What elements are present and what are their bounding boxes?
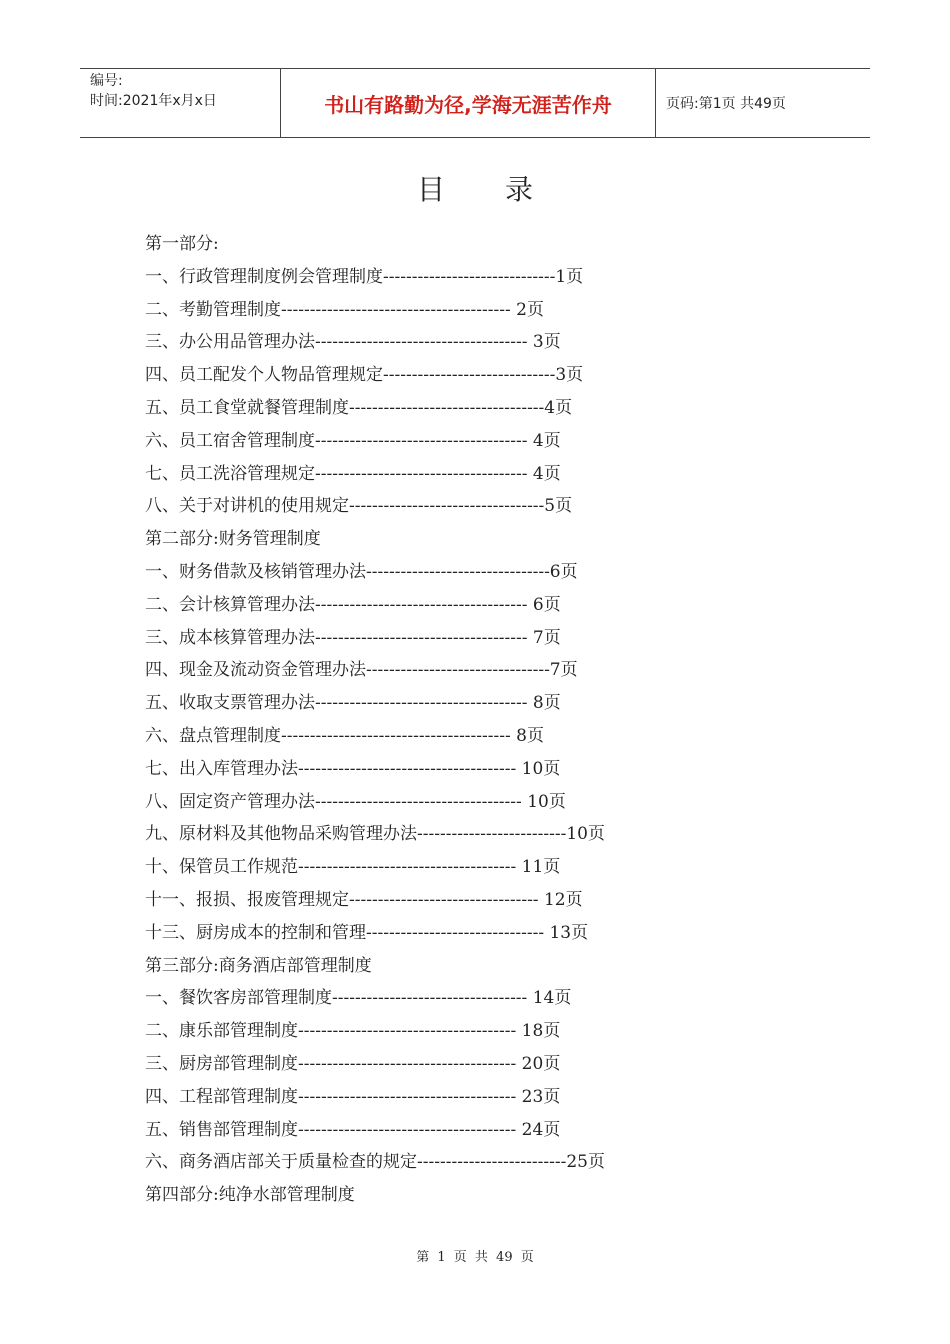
- toc-entry: 四、工程部管理制度-------------------------------------- 23页: [145, 1086, 561, 1107]
- toc-entry: 一、财务借款及核销管理办法--------------------------------6页: [145, 561, 578, 582]
- toc-entry: 第三部分:商务酒店部管理制度: [145, 955, 372, 976]
- toc-entry: 三、成本核算管理办法------------------------------------- 7页: [145, 627, 561, 648]
- toc-entry: 四、现金及流动资金管理办法--------------------------------7页: [145, 660, 578, 681]
- toc-entry: 十、保管员工作规范-------------------------------------- 11页: [145, 857, 561, 878]
- toc-entry: 第二部分:财务管理制度: [145, 529, 321, 550]
- header-page-info: 页码:第1页 共49页: [666, 96, 786, 112]
- toc-entry: 七、出入库管理办法-------------------------------------- 10页: [145, 758, 561, 779]
- toc-entry: 三、办公用品管理办法------------------------------------- 3页: [145, 332, 561, 353]
- toc-entry: 二、康乐部管理制度-------------------------------------- 18页: [145, 1021, 561, 1042]
- header-motto: 书山有路勤为径,学海无涯苦作舟: [280, 69, 656, 137]
- page-header: [80, 68, 870, 138]
- document-title: 目录: [416, 173, 593, 206]
- toc-entry: 五、销售部管理制度-------------------------------------- 24页: [145, 1119, 561, 1140]
- toc-entry: 八、关于对讲机的使用规定----------------------------------5页: [145, 496, 573, 517]
- toc-entry: 七、员工洗浴管理规定------------------------------------- 4页: [145, 463, 561, 484]
- toc-entry: 六、商务酒店部关于质量检查的规定--------------------------25页: [145, 1152, 605, 1173]
- toc-entry: 第四部分:纯净水部管理制度: [145, 1185, 355, 1206]
- toc-entry: 二、考勤管理制度---------------------------------------- 2页: [145, 299, 544, 320]
- toc-entry: 六、盘点管理制度---------------------------------------- 8页: [145, 725, 544, 746]
- page-footer: 第 1 页 共 49 页: [416, 1250, 534, 1265]
- toc-entry: 一、餐饮客房部管理制度---------------------------------- 14页: [145, 988, 572, 1009]
- toc-entry: 第一部分:: [145, 234, 219, 254]
- toc-entry: 五、收取支票管理办法------------------------------------- 8页: [145, 693, 561, 714]
- toc-entry: 四、员工配发个人物品管理规定------------------------------3页: [145, 365, 584, 386]
- toc-entry: 一、行政管理制度例会管理制度------------------------------1页: [145, 266, 584, 287]
- toc-entry: 八、固定资产管理办法------------------------------------ 10页: [145, 791, 566, 812]
- time-label: 时间:2021年x月x日: [90, 93, 217, 109]
- toc-entry: 十一、报损、报废管理规定--------------------------------- 12页: [145, 889, 583, 910]
- toc-entry: 六、员工宿舍管理制度------------------------------------- 4页: [145, 430, 561, 451]
- number-label: 编号:: [90, 73, 123, 89]
- toc-entry: 九、原材料及其他物品采购管理办法--------------------------10页: [145, 824, 605, 845]
- toc-entry: 五、员工食堂就餐管理制度----------------------------------4页: [145, 397, 573, 418]
- table-of-contents: [145, 228, 755, 1212]
- header-meta: [80, 69, 280, 137]
- toc-entry: 三、厨房部管理制度-------------------------------------- 20页: [145, 1053, 561, 1074]
- toc-entry: 二、会计核算管理办法------------------------------------- 6页: [145, 594, 561, 615]
- toc-entry: 十三、厨房成本的控制和管理------------------------------- 13页: [145, 922, 589, 943]
